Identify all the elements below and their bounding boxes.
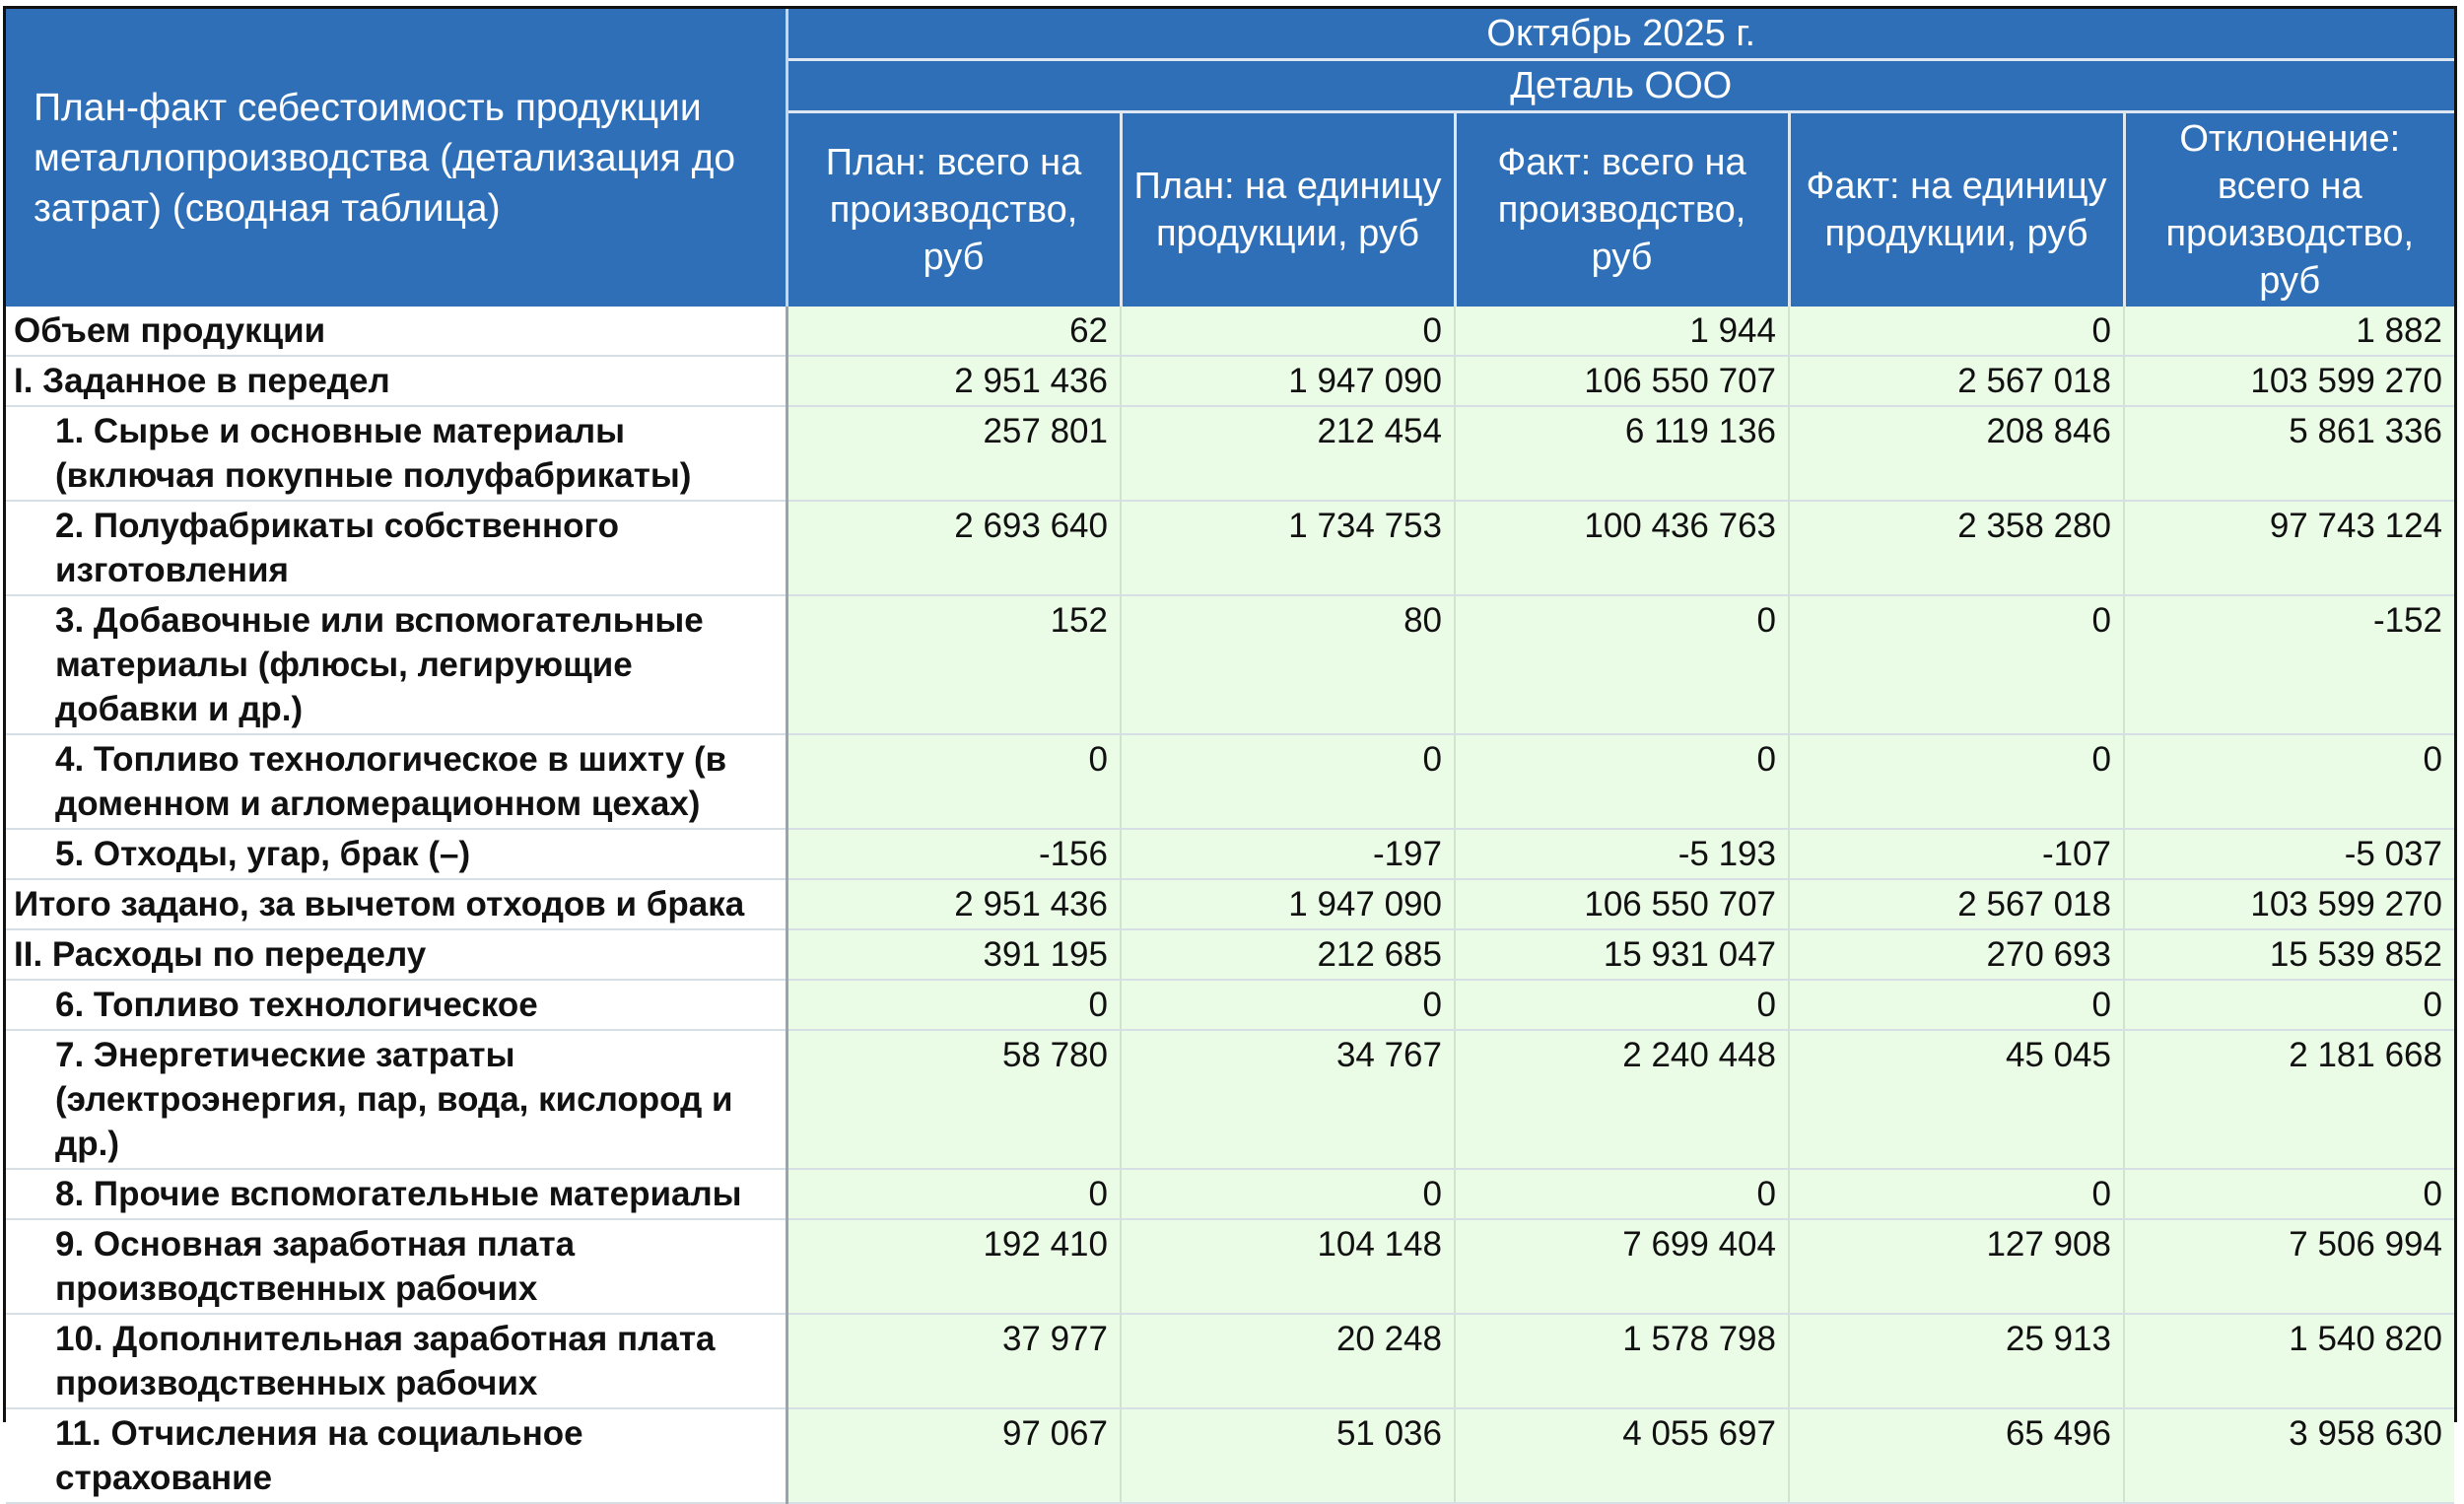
cell-value[interactable]: 1 947 090 — [1121, 356, 1455, 406]
row-label[interactable]: I. Заданное в передел — [6, 356, 787, 406]
row-label[interactable]: Итого задано, за вычетом отходов и брака — [6, 879, 787, 929]
table-row — [6, 1314, 2454, 1408]
cell-value[interactable]: 0 — [1789, 1169, 2124, 1219]
row-label[interactable]: 8. Прочие вспомогательные материалы — [6, 1169, 787, 1219]
row-label[interactable]: 2. Полуфабрикаты собственного изготовления — [6, 501, 787, 595]
table-row — [6, 595, 2454, 734]
table-row — [6, 1030, 2454, 1169]
cell-value[interactable]: 1 734 753 — [1121, 501, 1455, 595]
cell-value[interactable]: 37 977 — [787, 1314, 1121, 1408]
cell-value[interactable]: 0 — [1121, 980, 1455, 1030]
cell-value[interactable]: -197 — [1121, 829, 1455, 879]
cell-value[interactable]: 15 931 047 — [1455, 929, 1789, 980]
table-row — [6, 307, 2454, 356]
cell-value[interactable]: 25 913 — [1789, 1314, 2124, 1408]
cell-value[interactable]: 15 539 852 — [2124, 929, 2454, 980]
cell-value[interactable]: 3 958 630 — [2124, 1408, 2454, 1503]
row-label[interactable]: 9. Основная заработная плата производственных рабочих — [6, 1219, 787, 1314]
cell-value[interactable]: 58 780 — [787, 1030, 1121, 1169]
cell-value[interactable]: 20 248 — [1121, 1314, 1455, 1408]
cell-value[interactable]: 34 767 — [1121, 1030, 1455, 1169]
column-header-plan-total[interactable]: План: всего на производство, руб — [787, 112, 1121, 308]
cell-value[interactable]: 257 801 — [787, 406, 1121, 501]
cell-value[interactable]: 270 693 — [1789, 929, 2124, 980]
cell-value[interactable]: 192 410 — [787, 1219, 1121, 1314]
cell-value[interactable]: 212 685 — [1121, 929, 1455, 980]
cell-value[interactable]: 45 045 — [1789, 1030, 2124, 1169]
column-header-fact-unit[interactable]: Факт: на единицу продукции, руб — [1789, 112, 2124, 308]
cell-value[interactable]: 127 908 — [1789, 1219, 2124, 1314]
cell-value[interactable]: 0 — [2124, 1169, 2454, 1219]
table-row — [6, 980, 2454, 1030]
cell-value[interactable]: 208 846 — [1789, 406, 2124, 501]
cell-value[interactable]: 97 067 — [787, 1408, 1121, 1503]
cell-value[interactable]: 0 — [787, 734, 1121, 829]
cell-value[interactable]: 2 567 018 — [1789, 356, 2124, 406]
table-row — [6, 929, 2454, 980]
cell-value[interactable]: 7 506 994 — [2124, 1219, 2454, 1314]
row-label[interactable]: II. Расходы по переделу — [6, 929, 787, 980]
cell-value[interactable]: 0 — [787, 980, 1121, 1030]
cell-value[interactable]: 106 550 707 — [1455, 356, 1789, 406]
cell-value[interactable]: 1 944 — [1455, 307, 1789, 356]
table-row — [6, 1408, 2454, 1503]
table-title: План-факт себестоимость продукции металлопроизводства (детализация до затрат) (сводная таблица) — [6, 9, 787, 307]
row-label[interactable]: 4. Топливо технологическое в шихту (в доменном и агломерационном цехах) — [6, 734, 787, 829]
pivot-table-frame — [3, 6, 2457, 1497]
cell-value[interactable]: 97 743 124 — [2124, 501, 2454, 595]
table-row — [6, 1169, 2454, 1219]
cell-value[interactable]: -152 — [2124, 595, 2454, 734]
row-label[interactable]: 5. Отходы, угар, брак (–) — [6, 829, 787, 879]
cell-value[interactable]: 2 567 018 — [1789, 879, 2124, 929]
cell-value[interactable]: 6 119 136 — [1455, 406, 1789, 501]
cell-value[interactable]: 5 861 336 — [2124, 406, 2454, 501]
cell-value[interactable]: 4 055 697 — [1455, 1408, 1789, 1503]
cell-value[interactable]: 0 — [1121, 734, 1455, 829]
cell-value[interactable]: -5 193 — [1455, 829, 1789, 879]
cell-value[interactable]: 2 951 436 — [787, 879, 1121, 929]
cell-value[interactable]: 0 — [1789, 595, 2124, 734]
cell-value[interactable]: 2 358 280 — [1789, 501, 2124, 595]
row-label[interactable]: 11. Отчисления на социальное страхование — [6, 1408, 787, 1503]
cell-value[interactable]: 1 578 798 — [1455, 1314, 1789, 1408]
table-row — [6, 1219, 2454, 1314]
row-label[interactable]: 10. Дополнительная заработная плата производственных рабочих — [6, 1314, 787, 1408]
row-label[interactable]: 7. Энергетические затраты (электроэнергия, пар, вода, кислород и др.) — [6, 1030, 787, 1169]
column-header-fact-total[interactable]: Факт: всего на производство, руб — [1455, 112, 1789, 308]
cell-value[interactable]: 0 — [2124, 734, 2454, 829]
cell-value[interactable]: 62 — [787, 307, 1121, 356]
cell-value[interactable]: 103 599 270 — [2124, 356, 2454, 406]
table-row — [6, 406, 2454, 501]
cell-value[interactable]: -5 037 — [2124, 829, 2454, 879]
row-label[interactable]: 3. Добавочные или вспомогательные материалы (флюсы, легирующие добавки и др.) — [6, 595, 787, 734]
cell-value[interactable]: 0 — [1455, 1169, 1789, 1219]
table-row — [6, 829, 2454, 879]
cell-value[interactable]: 0 — [1455, 980, 1789, 1030]
table-row — [6, 501, 2454, 595]
cell-value[interactable]: 0 — [787, 1169, 1121, 1219]
entity-header[interactable]: Деталь ООО — [787, 60, 2454, 112]
cell-value[interactable]: 106 550 707 — [1455, 879, 1789, 929]
cell-value[interactable]: 103 599 270 — [2124, 879, 2454, 929]
cell-value[interactable]: 1 540 820 — [2124, 1314, 2454, 1408]
cell-value[interactable]: 0 — [1789, 307, 2124, 356]
cell-value[interactable]: 65 496 — [1789, 1408, 2124, 1503]
cell-value[interactable]: 1 882 — [2124, 307, 2454, 356]
row-label[interactable]: 1. Сырье и основные материалы (включая покупные полуфабрикаты) — [6, 406, 787, 501]
table-row — [6, 356, 2454, 406]
cell-value[interactable]: 0 — [1789, 980, 2124, 1030]
cell-value[interactable]: 80 — [1121, 595, 1455, 734]
cell-value[interactable]: 0 — [1789, 734, 2124, 829]
cell-value[interactable]: 0 — [1121, 1169, 1455, 1219]
cell-value[interactable]: 2 693 640 — [787, 501, 1121, 595]
cell-value[interactable]: 0 — [1455, 734, 1789, 829]
column-header-deviation-total[interactable]: Отклонение: всего на производство, руб — [2124, 112, 2454, 308]
cell-value[interactable]: 7 699 404 — [1455, 1219, 1789, 1314]
cell-value[interactable]: 100 436 763 — [1455, 501, 1789, 595]
row-label[interactable]: 6. Топливо технологическое — [6, 980, 787, 1030]
cell-value[interactable]: 0 — [1455, 595, 1789, 734]
period-header[interactable]: Октябрь 2025 г. — [787, 9, 2454, 60]
cell-value[interactable]: 1 947 090 — [1121, 879, 1455, 929]
cost-pivot-table — [6, 9, 2454, 1504]
cell-value[interactable]: 0 — [2124, 980, 2454, 1030]
cell-value[interactable]: 391 195 — [787, 929, 1121, 980]
row-label[interactable]: Объем продукции — [6, 307, 787, 356]
cell-value[interactable]: 0 — [1121, 307, 1455, 356]
cell-value[interactable]: 104 148 — [1121, 1219, 1455, 1314]
cell-value[interactable]: 152 — [787, 595, 1121, 734]
cell-value[interactable]: 51 036 — [1121, 1408, 1455, 1503]
cell-value[interactable]: 212 454 — [1121, 406, 1455, 501]
table-row — [6, 879, 2454, 929]
cell-value[interactable]: -156 — [787, 829, 1121, 879]
table-row — [6, 734, 2454, 829]
cell-value[interactable]: 2 181 668 — [2124, 1030, 2454, 1169]
column-header-plan-unit[interactable]: План: на единицу продукции, руб — [1121, 112, 1455, 308]
cell-value[interactable]: 2 240 448 — [1455, 1030, 1789, 1169]
cell-value[interactable]: 2 951 436 — [787, 356, 1121, 406]
cell-value[interactable]: -107 — [1789, 829, 2124, 879]
